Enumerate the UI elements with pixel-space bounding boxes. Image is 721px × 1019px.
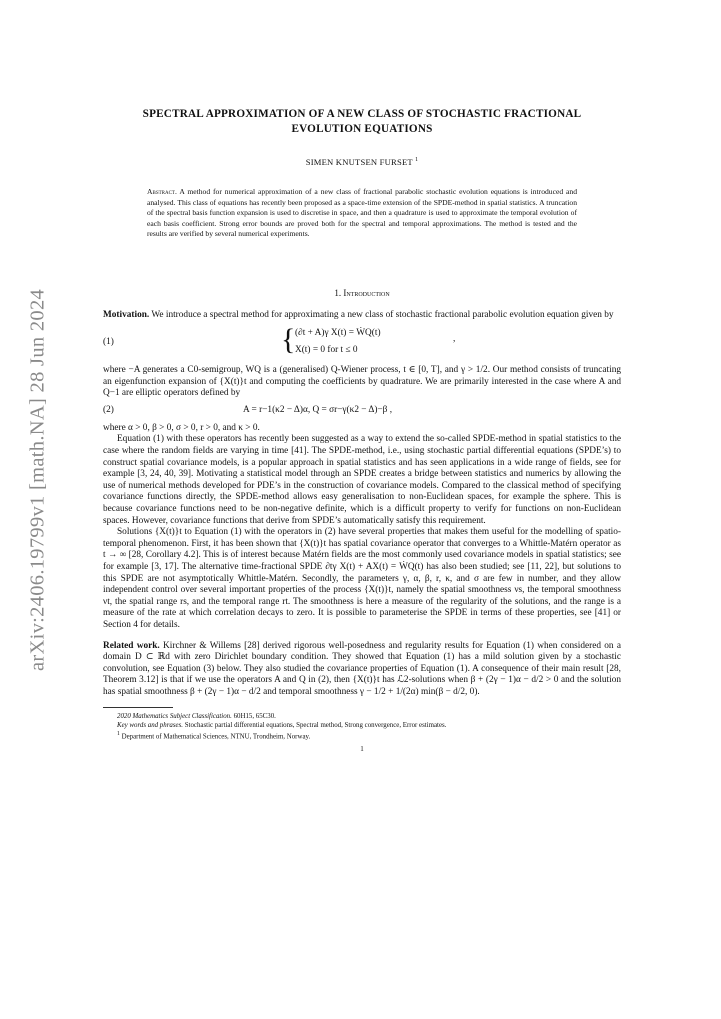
section-heading — [103, 288, 621, 298]
equation-2-body: A = r−1(κ2 − Δ)α, Q = σr−γ(κ2 − Δ)−β , — [243, 404, 393, 415]
paragraph-solutions: Solutions {X(t)}t to Equation (1) with the operators in (2) have several properties that makes them useful for the modelling of spatio-temporal phenomenon. First, it has been shown that {X(t)}t has spatial covariance operator that converges to a Whittle-Matérn operator as t → ∞ [28, Corollary 4.2]. This is of interest because Matérn fields are the most commonly used covariance models in spatial statistics; see for example [3, 17]. The alternative time-fractional SPDE ∂tγ X(t) + AX(t) = ẆQ(t) has also been studied; see [11, 22], but solutions to this SPDE are not asymptotically Whittle-Matérn. Secondly, the parameters γ, α, β, r, κ, and σ are few in number, and they allow independent control over several important properties of the process {X(t)}t, namely the spatial smoothness νs, the temporal smoothness νt, the spatial range rs, and the temporal range rt. The smoothness is here a measure of the regularity of the solutions, and the range is a measure of the rate at which correlation decays to zero. It is possible to parameterise the SPDE in terms of these properties, see [41] or Section 4 for details. — [103, 527, 621, 630]
footnote-keywords — [117, 721, 621, 730]
footnote-msc-label: 2020 Mathematics Subject Classification. — [117, 712, 232, 720]
title-line-1: SPECTRAL APPROXIMATION OF A NEW CLASS OF STOCHASTIC FRACTIONAL — [142, 108, 582, 120]
paper-page — [103, 0, 621, 753]
related-work-label: Related work. — [103, 640, 160, 651]
equation-1-trailer: , — [453, 334, 456, 345]
paper-title — [103, 107, 621, 137]
title-line-2: EVOLUTION EQUATIONS — [291, 123, 433, 135]
footnote-keywords-label: Key words and phrases. — [117, 721, 183, 729]
equation-1-line-2: X(t) = 0 for t ≤ 0 — [295, 345, 358, 356]
motivation-paragraph — [103, 310, 621, 322]
footnote-affiliation — [117, 730, 621, 742]
paragraph-where-parameters: where α > 0, β > 0, σ > 0, r > 0, and κ > 0. — [103, 422, 260, 433]
abstract-label: Abstract. — [147, 187, 177, 196]
motivation-text: We introduce a spectral method for approximating a new class of stochastic fractional parabolic evolution equation given by — [151, 309, 614, 320]
abstract — [147, 187, 577, 240]
section-title: Introduction — [343, 287, 390, 298]
footnote-divider — [103, 707, 173, 708]
footnote-affiliation-mark: 1 — [117, 730, 120, 737]
author-name: SIMEN KNUTSEN FURSET — [305, 157, 413, 167]
footnote-msc — [117, 712, 621, 721]
arxiv-stamp — [20, 288, 56, 672]
abstract-text: A method for numerical approximation of a new class of fractional parabolic stochastic evolution equations is introduced and analysed. This class of equations has recently been proposed as a space-time extension of the SPDE-method in spatial statistics. A truncation of the spectral basis function expansion is used to discretise in space, and then a quadrature is used to approximate the temporal evolution of each basis coefficient. Strong error bounds are proved both for the spectral and temporal approximations. The method is tested and the results are verified by several numerical experiments. — [147, 187, 577, 238]
section-number: 1. — [334, 287, 342, 298]
equation-2-number: (2) — [103, 404, 114, 415]
footnote-msc-value: 60H15, 65C30. — [233, 712, 276, 720]
equation-1-number: (1) — [103, 337, 114, 348]
author-line — [103, 157, 621, 167]
author-footnote-mark: 1 — [415, 157, 419, 164]
equation-1-brace: { — [281, 323, 296, 357]
equation-1 — [103, 323, 621, 360]
equation-2 — [103, 403, 621, 419]
page-number: 1 — [360, 745, 364, 754]
motivation-label: Motivation. — [103, 309, 150, 320]
paragraph-where-operators: where −A generates a C0-semigroup, WQ is a (generalised) Q-Wiener process, t ∈ [0, T], and γ > 1/2. Our method consists of truncating an eigenfunction expansion of {X(t)}t and computing the coefficients by quadrature. We are primarily interested in the case where A and Q−1 are elliptic operators defined by — [103, 365, 621, 399]
footnote-affiliation-text: Department of Mathematical Sciences, NTNU, Trondheim, Norway. — [121, 733, 311, 741]
equation-1-line-1: (∂t + A)γ X(t) = ẆQ(t) — [295, 328, 381, 339]
related-work-paragraph — [103, 641, 621, 699]
arxiv-identifier: arXiv:2406.19799v1 [math.NA] 28 Jun 2024 — [26, 288, 49, 672]
paragraph-spde-method: Equation (1) with these operators has recently been suggested as a way to extend the so-called SPDE-method in spatial statistics to the case where the random fields are varying in time [41]. The SPDE-method, i.e., using stochastic partial differential equations (SPDE’s) to construct spatial covariance models, is a popular approach in spatial statistics and has seen applications in a wide range of fields, see for example [3, 24, 40, 39]. Motivating a statistical model through an SPDE creates a bridge between statistics and numerics by allowing the use of numerical methods developed for PDE’s in the construction of covariance models. Compared to the classical method of specifying covariance functions directly, the SPDE-method allows easy generalisation to non-Euclidean spaces, for example the sphere. This is because covariance functions need to be non-negative definite, which is a difficult property to verify for functions on non-Euclidean spaces. However, covariance functions that derive from SPDE’s automatically satisfy this requirement. — [103, 434, 621, 526]
footnote-keywords-value: Stochastic partial differential equations, Spectral method, Strong convergence, Error estimates. — [184, 721, 447, 729]
related-work-text: Kirchner & Willems [28] derived rigorous well-posedness and regularity results for Equation (1) when considered on a domain D ⊂ ℝd with zero Dirichlet boundary condition. They showed that Equation (1) has a mild solution given by a stochastic convolution, see Equation (3) below. They also studied the covariance properties of Equation (1). A consequence of their main result [28, Theorem 3.12] is that if we use the operators A and Q in (2), then {X(t)}t has ℒ2-solutions when β + (2γ − 1)α − d/2 > 0 and the solution has spatial smoothness β + (2γ − 1)α − d/2 and temporal smoothness γ − 1/2 + 1/(2α) min(β − d/2, 0). — [103, 640, 622, 697]
